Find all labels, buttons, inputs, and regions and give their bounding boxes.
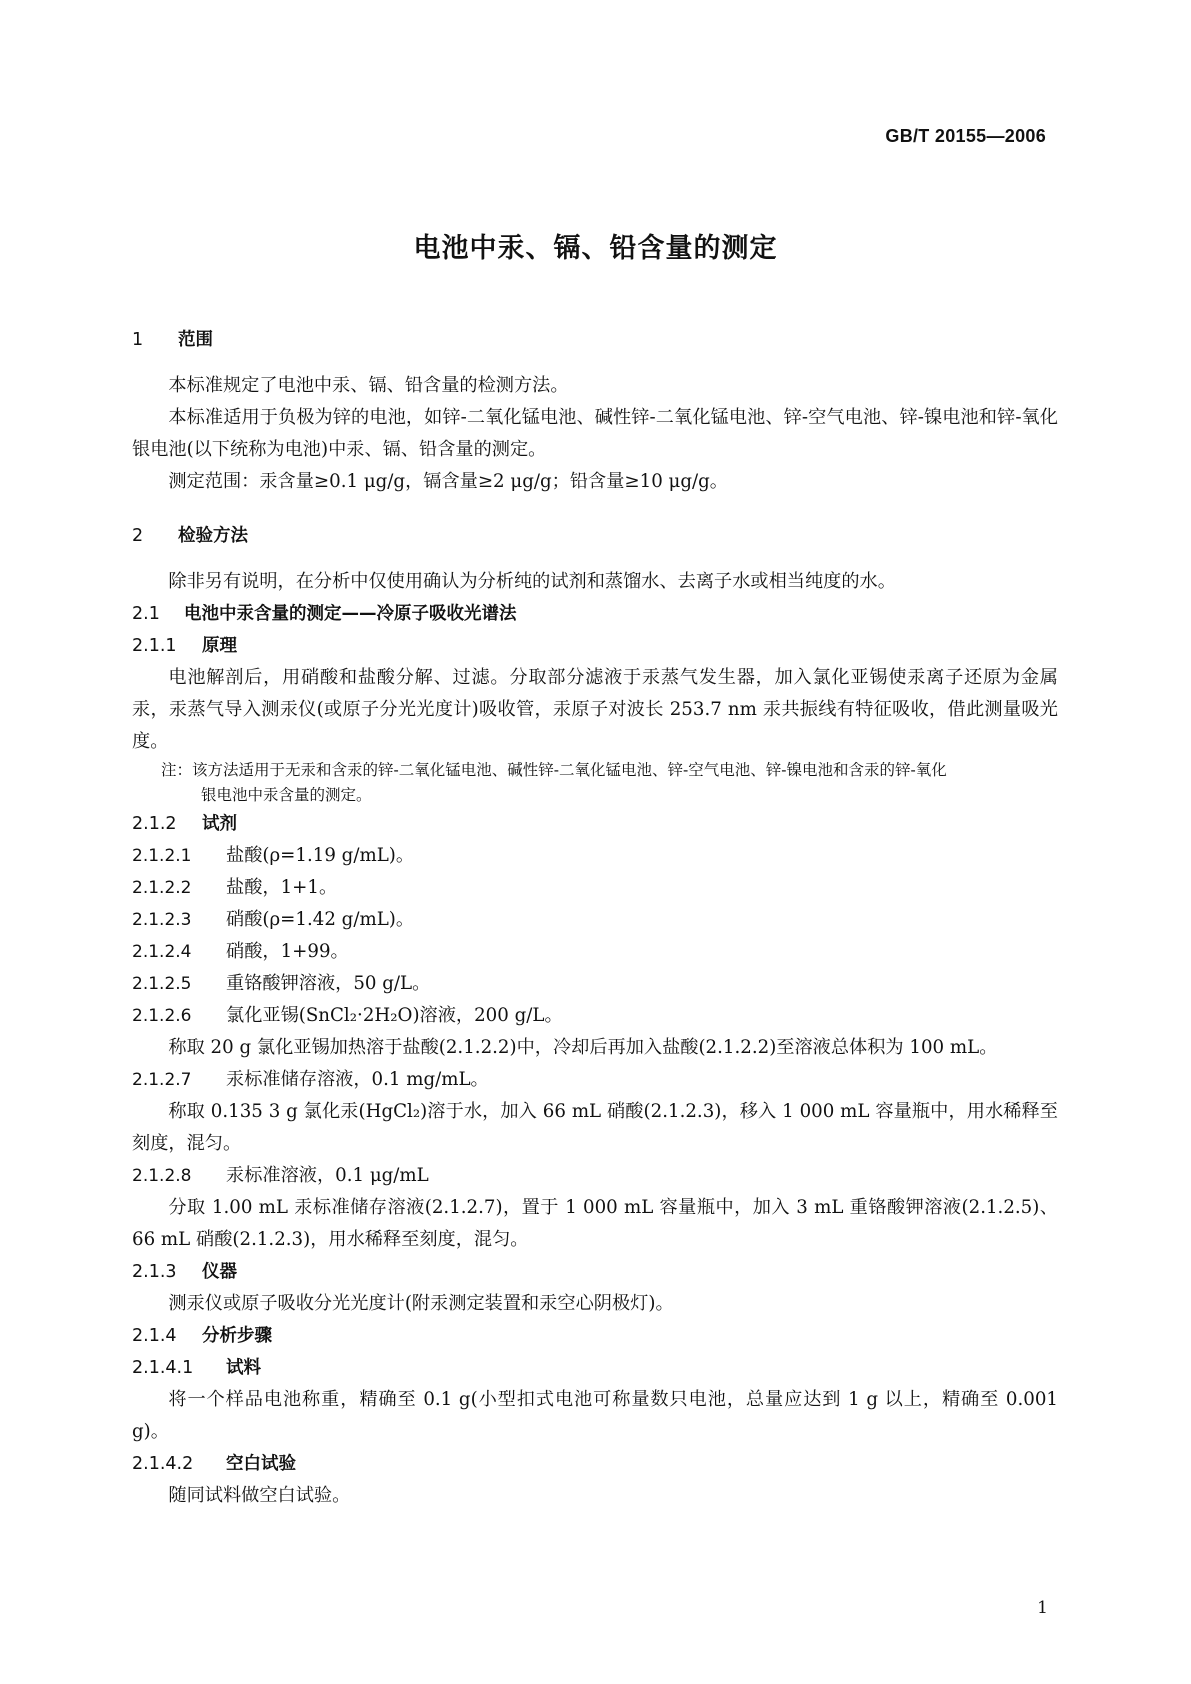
note-line: 注：该方法适用于无汞和含汞的锌-二氧化锰电池、碱性锌-二氧化锰电池、锌-空气电池、锌-镍电池和含汞的锌-氧化 bbox=[161, 761, 947, 779]
section-number: 2.1.1 bbox=[132, 636, 177, 656]
section-title: 原理 bbox=[202, 636, 237, 656]
section-number: 2 bbox=[132, 526, 144, 546]
reagent-item bbox=[132, 904, 1058, 936]
item-text: 硝酸，1+99。 bbox=[226, 941, 349, 962]
item-number: 2.1.2.4 bbox=[132, 942, 192, 962]
paragraph: 随同试料做空白试验。 bbox=[168, 1485, 351, 1506]
paragraph: 称取 20 g 氯化亚锡加热溶于盐酸(2.1.2.2)中，冷却后再加入盐酸(2.1.2.2)至溶液总体积为 100 mL。 bbox=[168, 1037, 998, 1058]
reagent-item bbox=[132, 936, 1058, 968]
item-text: 汞标准储存溶液，0.1 mg/mL。 bbox=[226, 1069, 489, 1090]
item-number: 2.1.2.2 bbox=[132, 878, 192, 898]
section-heading-2 bbox=[132, 520, 1058, 552]
item-text: 重铬酸钾溶液，50 g/L。 bbox=[226, 973, 431, 994]
item-number: 2.1.2.6 bbox=[132, 1006, 192, 1026]
item-number: 2.1.2.1 bbox=[132, 846, 192, 866]
item-number: 2.1.2.3 bbox=[132, 910, 192, 930]
section-title: 范围 bbox=[178, 330, 213, 350]
reagent-item bbox=[132, 968, 1058, 1000]
section-title: 电池中汞含量的测定——冷原子吸收光谱法 bbox=[184, 604, 517, 624]
item-number: 2.1.2.7 bbox=[132, 1070, 192, 1090]
item-number: 2.1.2.8 bbox=[132, 1166, 192, 1186]
paragraph: 本标准适用于负极为锌的电池，如锌-二氧化锰电池、碱性锌-二氧化锰电池、锌-空气电池、锌-镍电池和锌-氧化银电池(以下统称为电池)中汞、镉、铅含量的测定。 bbox=[132, 407, 1058, 460]
section-number: 2.1.2 bbox=[132, 814, 177, 834]
standard-code: GB/T 20155—2006 bbox=[885, 126, 1046, 146]
section-heading-2-1-2 bbox=[132, 808, 1058, 840]
reagent-item bbox=[132, 1000, 1058, 1032]
paragraph: 除非另有说明，在分析中仅使用确认为分析纯的试剂和蒸馏水、去离子水或相当纯度的水。 bbox=[168, 571, 896, 592]
item-text: 盐酸(ρ=1.19 g/mL)。 bbox=[226, 845, 415, 866]
section-number: 1 bbox=[132, 330, 144, 350]
paragraph: 分取 1.00 mL 汞标准储存溶液(2.1.2.7)，置于 1 000 mL 容量瓶中，加入 3 mL 重铬酸钾溶液(2.1.2.5)、66 mL 硝酸(2.1.2.3)，用水稀释至刻度，混匀。 bbox=[132, 1197, 1058, 1250]
section-heading-2-1-4-2 bbox=[132, 1448, 1058, 1480]
section-title: 试剂 bbox=[202, 814, 237, 834]
item-text: 汞标准溶液，0.1 μg/mL bbox=[226, 1165, 429, 1186]
section-title: 检验方法 bbox=[178, 526, 248, 546]
section-heading-1 bbox=[132, 324, 1058, 356]
paragraph: 称取 0.135 3 g 氯化汞(HgCl₂)溶于水，加入 66 mL 硝酸(2.1.2.3)，移入 1 000 mL 容量瓶中，用水稀释至刻度，混匀。 bbox=[132, 1101, 1058, 1154]
section-number: 2.1.4 bbox=[132, 1326, 177, 1346]
section-title: 仪器 bbox=[202, 1262, 237, 1282]
item-number: 2.1.2.5 bbox=[132, 974, 192, 994]
section-number: 2.1.4.1 bbox=[132, 1358, 194, 1378]
section-heading-2-1 bbox=[132, 598, 1058, 630]
document-title: 电池中汞、镉、铅含量的测定 bbox=[413, 233, 778, 264]
reagent-item bbox=[132, 1064, 1058, 1096]
section-number: 2.1.3 bbox=[132, 1262, 177, 1282]
item-text: 硝酸(ρ=1.42 g/mL)。 bbox=[226, 909, 415, 930]
paragraph: 测定范围：汞含量≥0.1 μg/g，镉含量≥2 μg/g；铅含量≥10 μg/g。 bbox=[168, 471, 728, 492]
item-text: 盐酸，1+1。 bbox=[226, 877, 338, 898]
section-heading-2-1-4 bbox=[132, 1320, 1058, 1352]
section-heading-2-1-1 bbox=[132, 630, 1058, 662]
section-heading-2-1-3 bbox=[132, 1256, 1058, 1288]
paragraph: 电池解剖后，用硝酸和盐酸分解、过滤。分取部分滤液于汞蒸气发生器，加入氯化亚锡使汞离子还原为金属汞，汞蒸气导入测汞仪(或原子分光光度计)吸收管，汞原子对波长 253.7 nm 汞共振线有特征吸收，借此测量吸光度。 bbox=[132, 667, 1058, 752]
item-text: 氯化亚锡(SnCl₂·2H₂O)溶液，200 g/L。 bbox=[226, 1005, 563, 1026]
paragraph: 测汞仪或原子吸收分光光度计(附汞测定装置和汞空心阴极灯)。 bbox=[168, 1293, 674, 1314]
note bbox=[132, 758, 1058, 808]
paragraph: 本标准规定了电池中汞、镉、铅含量的检测方法。 bbox=[168, 375, 569, 396]
section-title: 空白试验 bbox=[226, 1454, 296, 1474]
note-line: 银电池中汞含量的测定。 bbox=[201, 786, 372, 804]
paragraph: 将一个样品电池称重，精确至 0.1 g(小型扣式电池可称量数只电池，总量应达到 1 g 以上，精确至 0.001 g)。 bbox=[132, 1389, 1058, 1442]
reagent-item bbox=[132, 1160, 1058, 1192]
section-title: 试料 bbox=[226, 1358, 261, 1378]
reagent-item bbox=[132, 840, 1058, 872]
reagent-item bbox=[132, 872, 1058, 904]
section-heading-2-1-4-1 bbox=[132, 1352, 1058, 1384]
section-number: 2.1 bbox=[132, 604, 160, 624]
document-body bbox=[132, 324, 1058, 1512]
section-number: 2.1.4.2 bbox=[132, 1454, 194, 1474]
page-number: 1 bbox=[1037, 1598, 1048, 1618]
section-title: 分析步骤 bbox=[202, 1326, 272, 1346]
